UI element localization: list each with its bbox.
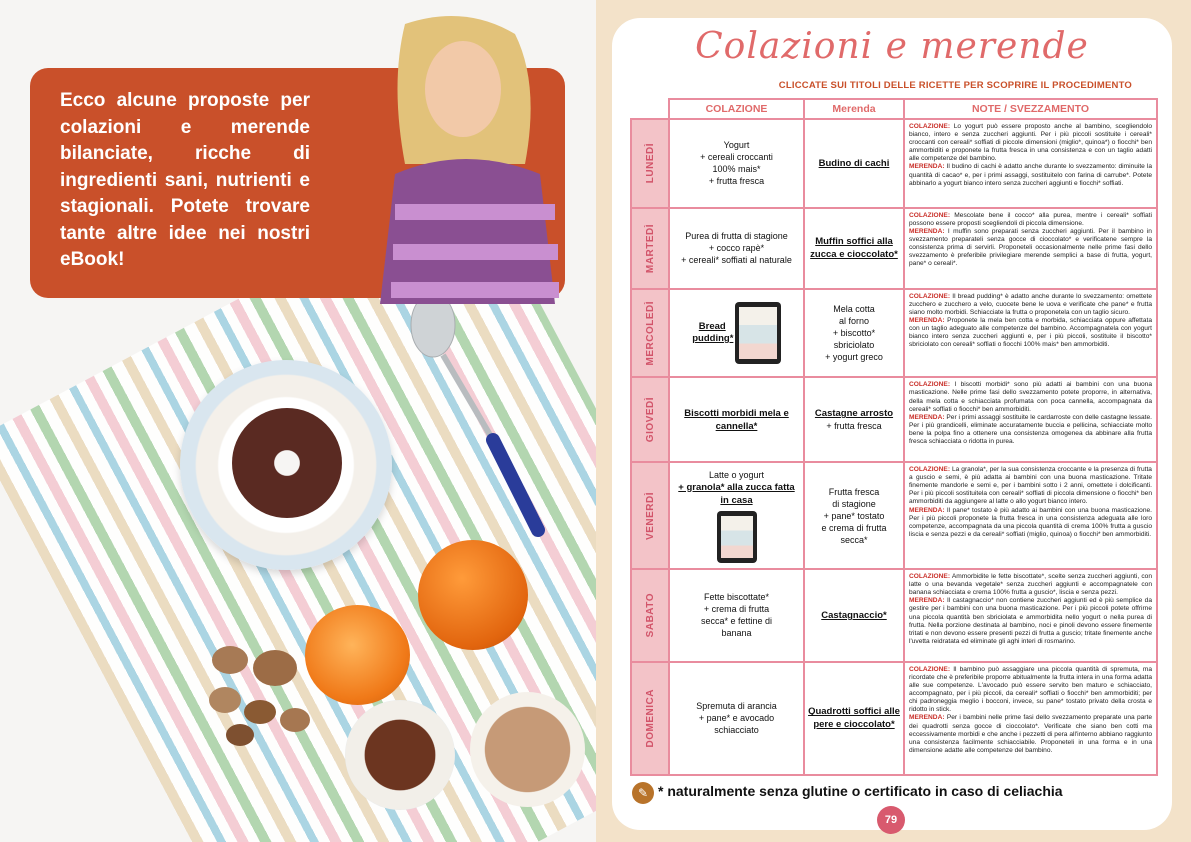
- table-row: [631, 662, 1157, 775]
- page-subtitle: CLICCATE SUI TITOLI DELLE RICETTE PER SCOPRIRE IL PROCEDIMENTO: [778, 80, 1132, 91]
- persimmon-pudding-image: [232, 408, 342, 518]
- day-label: MERCOLEDÌ: [631, 289, 669, 378]
- colazione-cell: Spremuta di arancia + pane* e avocado schiacciato: [669, 662, 804, 775]
- spoon-image: [398, 290, 558, 550]
- notes-cell: COLAZIONE: Lo yogurt può essere proposto anche al bambino, scegliendolo bianco, intero e senza zuccheri aggiunti. Per i più piccoli sostituite i cereali* croccanti con cereali* soffiati di piccole dimensioni (miglio*, quinoa*) o fiocchi* ben ammorbiditi e proponete la frutta fresca in una consistenza e con un taglio adatti alle competenze del bambino. MERENDA: Il budino di cachi è adatto anche durante lo svezzamento: diminuite la quantità di cacao* e, per i primi assaggi, sostituitelo con farina di carrube*. Potete abbinarlo a yogurt bianco intero senza zuccheri aggiunti e fiocchi* soffiati.: [904, 119, 1157, 208]
- merenda-cell: Mela cotta al forno + biscotto* sbriciolato + yogurt greco: [804, 289, 904, 378]
- table-row: [631, 208, 1157, 289]
- colazione-cell: [669, 289, 804, 378]
- cocoa-bowl-image: [345, 700, 455, 810]
- recipe-link[interactable]: + granola* alla zucca fatta in casa: [678, 481, 795, 506]
- notes-cell: COLAZIONE: Ammorbidite le fette biscottate*, scelte senza zuccheri aggiunti, con latte o una bevanda vegetale* senza zuccheri aggiunti e accompagnatele con banana schiacciata e crema 100% frutta a guscio*, liscia e senza pezzi. MERENDA: Il castagnaccio* non contiene zuccheri aggiunti ed è più semplice da gestire per i bambini con una buona masticazione. Per i più piccoli potete offrirne una piccola quantità ben sbriciolata e ammorbidita nello yogurt o nella purea di frutta. Nella porzione destinata al bambino, noci e pinoli devono essere finemente tritati e non devono essere presenti pezzi di frutta a guscio; tritate finemente anche l'uvetta reidratata ed eliminate gli aghi interi di rosmarino.: [904, 569, 1157, 662]
- persimmon-image: [418, 540, 528, 650]
- day-label: MARTEDÌ: [631, 208, 669, 289]
- notes-cell: COLAZIONE: I biscotti morbidi* sono più adatti ai bambini con una buona masticazione. Nelle prime fasi dello svezzamento potete proporre, in alternativa, della mela cotta e schiacciata profumata con poca cannella, accompagnata da cereali* soffiati o fiocchi* ben ammorbiditi. MERENDA: Per i primi assaggi sostituite le cardarroste con delle castagne lessate. Per i più grandicelli, eliminate accuratamente buccia e pellicina, schiacciate molto bene la polpa fino a ottenere una consistenza omogenea da abbinare alla frutta fresca schiacciata o ridotta in purea.: [904, 377, 1157, 462]
- notes-cell: COLAZIONE: La granola*, per la sua consistenza croccante e la presenza di frutta a guscio e semi, è più adatta ai bambini con una buona masticazione. Tritate finemente mandorle e semi e, per i bambini sotto i 2 anni, omettete i dolcificanti. Per i più piccoli sostituitela con cereali* soffiati di piccola dimensione o fiocchi* ben ammorbiditi da aggiungere al latte o allo yogurt bianco intero. MERENDA: Il pane* tostato è più adatto ai bambini con una buona masticazione. Per i più piccoli proponete la frutta fresca in una consistenza adeguata alle loro competenze, accompagnata da una piccola quantità di crema 100% frutta a guscio liscia e senza pezzi e da cereali* soffiati (miglio, quinoa) o fiocchi* ben ammorbiditi.: [904, 462, 1157, 569]
- gluten-footnote: * naturalmente senza glutine o certificato in caso di celiachia: [658, 783, 1063, 799]
- day-label: DOMENICA: [631, 662, 669, 775]
- recipe-link[interactable]: Bread pudding*: [692, 320, 734, 344]
- notes-cell: COLAZIONE: Mescolate bene il cocco* alla purea, mentre i cereali* soffiati possono essere proposti scegliendoli di piccola dimensione. MERENDA: I muffin sono preparati senza zuccheri aggiunti. Per il bambino in svezzamento preparateli senza gocce di cioccolato* e verificatene sempre la consistenza prima di servirli. Proponeteli occasionalmente nelle prime fasi dello svezzamento è preferibile privilegiare merende semplici a base di frutta, yogurt, pane* o cereali*.: [904, 208, 1157, 289]
- merenda-cell: [804, 662, 904, 775]
- merenda-cell: Frutta fresca di stagione + pane* tostato e crema di frutta secca*: [804, 462, 904, 569]
- persimmon-half-image: [305, 605, 410, 705]
- table-row: [631, 289, 1157, 378]
- day-label: GIOVEDÌ: [631, 377, 669, 462]
- colazione-cell: Purea di frutta di stagione + cocco rapè* + cereali* soffiati al naturale: [669, 208, 804, 289]
- ebook-cover-icon[interactable]: [735, 302, 781, 364]
- notes-cell: COLAZIONE: Il bambino può assaggiare una piccola quantità di spremuta, ma ricordate che è preferibile proporre abitualmente la frutta intera in una forma adatta alle sue competenze. L'avocado può essere servito ben maturo e schiacciato, accompagnato, per i più piccoli, da cereali* soffiati o fiocchi* ben ammorbiditi; per chi padroneggia meglio i bocconi, invece, su pane* tostato privato della crosta e ridotto in stick. MERENDA: Per i bambini nelle prime fasi dello svezzamento preparate una parte dei quadrotti senza gocce di cioccolato*. Verificate che siano ben cotti ma eccessivamente morbidi e che anche i pezzetti di pera all'interno abbiano raggiunto una consistenza facilmente schiacciabile. Proponeteli in una forma e in una dimensione adatte alle competenze del bambino.: [904, 662, 1157, 775]
- recipe-link[interactable]: Budino di cachi: [818, 157, 890, 169]
- colazione-cell: Yogurt + cereali croccanti 100% mais* + frutta fresca: [669, 119, 804, 208]
- merenda-cell: [804, 119, 904, 208]
- gluten-free-icon: ✎: [632, 782, 654, 804]
- ebook-cover-icon[interactable]: [717, 511, 757, 563]
- colazione-cell: Latte o yogurt + granola* alla zucca fatta in casa: [669, 462, 804, 569]
- table-row: [631, 119, 1157, 208]
- intro-text: Ecco alcune proposte per colazioni e merende bilanciate, ricche di ingredienti sani, nutrienti e stagionali. Potete trovare tante altre idee nei nostri eBook!: [60, 90, 310, 270]
- page-title: Colazioni e merende: [695, 26, 1089, 67]
- day-label: VENERDÌ: [631, 462, 669, 569]
- merenda-cell: [804, 208, 904, 289]
- merenda-cell: [804, 569, 904, 662]
- merenda-cell: Castagne arrosto + frutta fresca: [804, 377, 904, 462]
- table-row: [631, 462, 1157, 569]
- page-number: 79: [877, 806, 905, 834]
- header-colazione: COLAZIONE: [669, 99, 804, 119]
- presenter-photo: [365, 14, 565, 304]
- day-label: SABATO: [631, 569, 669, 662]
- table-row: [631, 377, 1157, 462]
- table-row: [631, 569, 1157, 662]
- recipe-link[interactable]: Muffin soffici alla zucca e cioccolato*: [810, 236, 898, 261]
- nut-cream-bowl-image: [470, 692, 585, 807]
- colazione-cell: [669, 377, 804, 462]
- header-merenda: Merenda: [804, 99, 904, 119]
- recipe-link[interactable]: Castagnaccio*: [821, 609, 887, 621]
- weekly-menu-table: [630, 98, 1158, 776]
- recipe-link[interactable]: Biscotti morbidi mela e cannella*: [684, 407, 789, 432]
- recipe-link[interactable]: Quadrotti soffici alle pere e cioccolato*: [808, 706, 900, 731]
- day-label: LUNEDÌ: [631, 119, 669, 208]
- notes-cell: COLAZIONE: Il bread pudding* è adatto anche durante lo svezzamento: omettete zucchero e zucchero a velo, cuocete bene le uova e verificate che pane* e frutta siano molto morbidi. Schiacciate la frutta o proponetela con un taglio sicuro. MERENDA: Proponete la mela ben cotta e morbida, schiacciata oppure affettata con un taglio adeguato alle competenze del bambino. Accompagnatela con yogurt bianco intero senza zuccheri aggiunti e, per i più piccoli, sostituite il biscotto* sbriciolato con cereali* soffiati o fiocchi 100% mais* ben ammorbiditi.: [904, 289, 1157, 378]
- nuts-image: [200, 640, 320, 750]
- header-note: NOTE / SVEZZAMENTO: [904, 99, 1157, 119]
- header-blank: [631, 99, 669, 119]
- colazione-cell: Fette biscottate* + crema di frutta secca* e fettine di banana: [669, 569, 804, 662]
- recipe-link[interactable]: Castagne arrosto: [814, 408, 894, 420]
